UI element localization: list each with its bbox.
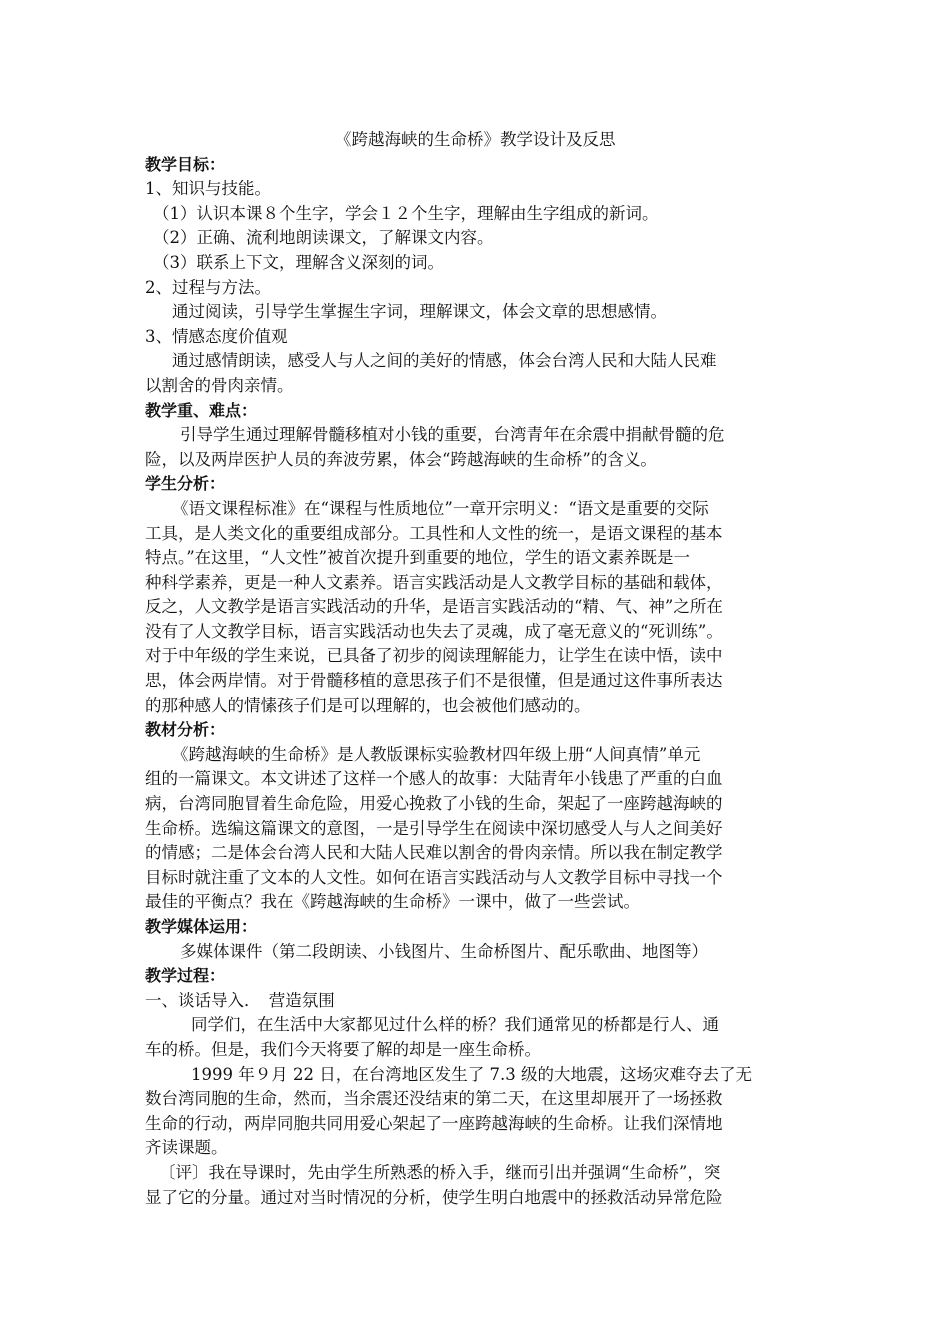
student-analysis-line-9: 的那种感人的情愫孩子们是可以理解的，也会被他们感动的。 [145,695,591,715]
student-analysis-line-7: 对于中年级的学生来说，已具备了初步的阅读理解能力，让学生在读中悟，读中 [145,646,723,666]
goal-knowledge: 1、知识与技能。 [145,179,271,199]
heading-material-analysis: 教材分析： [145,720,226,740]
student-analysis-line-8: 思，体会两岸情。对于骨髓移植的意思孩子们不是很懂，但是通过这件事所表达 [145,671,723,691]
teaching-media-text: 多媒体课件（第二段朗读、小钱图片、生命桥图片、配乐歌曲、地图等） [180,941,708,961]
document-title: 《跨越海峡的生命桥》教学设计及反思 [335,130,616,149]
heading-teaching-goals: 教学目标： [145,154,226,174]
material-analysis-line-2: 组的一篇课文。本文讲述了这样一个感人的故事：大陆青年小钱患了严重的白血 [145,769,723,789]
student-analysis-line-2: 工具，是人类文化的重要组成部分。工具性和人文性的统一，是语文课程的基本 [145,523,723,543]
goal-emotion-text-2: 以割舍的骨肉亲情。 [145,375,294,395]
process-paragraph-1-line-1: 同学们，在生活中大家都见过什么样的桥？我们通常见的桥都是行人、通 [191,1015,719,1035]
goal-process: 2、过程与方法。 [145,277,271,297]
student-analysis-line-5: 反之，人文教学是语言实践活动的升华，是语言实践活动的“精、气、神”之所在 [145,597,723,617]
material-analysis-line-7: 最佳的平衡点？我在《跨越海峡的生命桥》一课中，做了一些尝试。 [145,892,640,912]
student-analysis-line-4: 种科学素养，更是一种人文素养。语言实践活动是人文教学目标的基础和载体， [145,572,723,592]
heading-teaching-media: 教学媒体运用： [145,917,258,936]
heading-teaching-process: 教学过程： [145,966,226,986]
material-analysis-line-4: 生命桥。选编这篇课文的意图，一是引导学生在阅读中深切感受人与人之间美好 [145,818,723,838]
material-analysis-line-6: 目标时就注重了文本的人文性。如何在语言实践活动与人文教学目标中寻找一个 [145,867,723,887]
process-paragraph-2-line-3: 生命的行动，两岸同胞共同用爱心架起了一座跨越海峡的生命桥。让我们深情地 [145,1113,723,1133]
material-analysis-line-1: 《跨越海峡的生命桥》是人教版课标实验教材四年级上册“人间真情”单元 [172,744,701,764]
student-analysis-line-3: 特点。”在这里，“人文性”被首次提升到重要的地位，学生的语文素养既是一 [145,548,691,568]
process-section-1: 一、谈话导入． 营造氛围 [145,990,335,1010]
goal-knowledge-item-1: （1）认识本课８个生字，学会１２个生字，理解由生字组成的新词。 [153,203,659,223]
process-paragraph-2-line-2: 数台湾同胞的生命，然而，当余震还没结束的第二天，在这里却展开了一场拯救 [145,1089,723,1109]
goal-emotion: 3、情感态度价值观 [145,326,288,346]
process-paragraph-1-line-2: 车的桥。但是，我们今天将要了解的却是一座生命桥。 [145,1039,541,1059]
evaluation-line-2: 显了它的分量。通过对当时情况的分析，使学生明白地震中的拯救活动异常危险 [145,1187,723,1207]
process-paragraph-2-line-4: 齐读课题。 [145,1138,228,1158]
goal-knowledge-item-3: （3）联系上下文，理解含义深刻的词。 [153,252,444,272]
process-paragraph-2-line-1: 1999 年９月 22 日，在台湾地区发生了 7.3 级的大地震，这场灾难夺去了无 [191,1064,752,1084]
goal-emotion-text-1: 通过感情朗读，感受人与人之间的美好的情感，体会台湾人民和大陆人民难 [172,351,717,371]
heading-key-points: 教学重、难点： [145,400,258,420]
student-analysis-line-6: 没有了人文教学目标，语言实践活动也失去了灵魂，成了毫无意义的“死训练”。 [145,621,723,641]
material-analysis-line-5: 的情感；二是体会台湾人民和大陆人民难以割舍的骨肉亲情。所以我在制定教学 [145,843,723,863]
goal-knowledge-item-2: （2）正确、流利地朗读课文，了解课文内容。 [153,228,494,248]
material-analysis-line-3: 病，台湾同胞冒着生命危险，用爱心挽救了小钱的生命，架起了一座跨越海峡的 [145,794,723,814]
document-page [145,128,820,1210]
key-points-text-1: 引导学生通过理解骨髓移植对小钱的重要，台湾青年在余震中捐献骨髓的危 [180,425,725,445]
student-analysis-line-1: 《语文课程标准》在“课程与性质地位”一章开宗明义：“语文是重要的交际 [172,498,709,518]
key-points-text-2: 险，以及两岸医护人员的奔波劳累，体会“跨越海峡的生命桥”的含义。 [145,449,657,469]
evaluation-line-1: 〔评〕我在导课时，先由学生所熟悉的桥入手，继而引出并强调“生命桥”，突 [159,1162,721,1182]
goal-process-text: 通过阅读，引导学生掌握生字词，理解课文，体会文章的思想感情。 [172,302,667,322]
heading-student-analysis: 学生分析： [145,474,226,494]
